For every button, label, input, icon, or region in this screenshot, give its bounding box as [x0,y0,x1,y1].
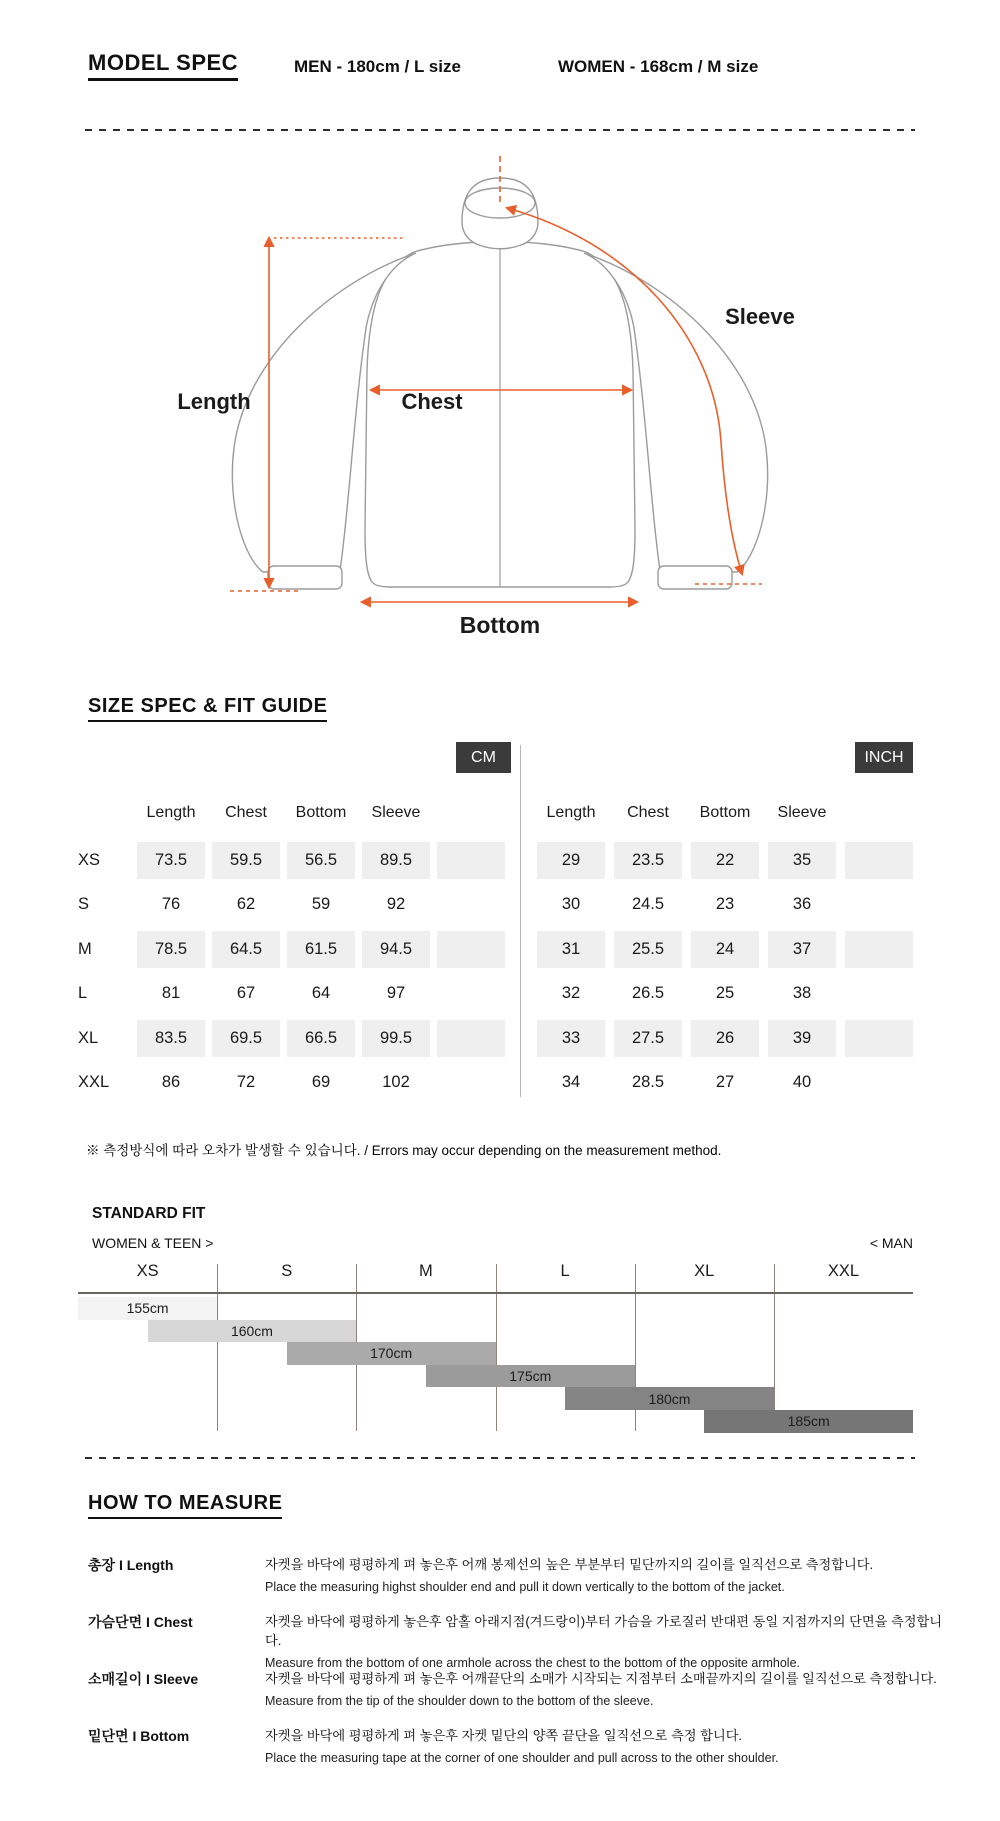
size-cell: 92 [386,895,406,914]
standard-fit-man-label: < MAN [869,1235,913,1251]
measure-row [88,1668,948,1725]
size-cell [437,886,505,923]
bottom-label: Bottom [459,612,541,638]
dashed-divider-top [85,129,915,131]
measure-texts [265,1668,948,1708]
size-cell: 38 [792,984,812,1003]
size-cell: 62 [236,895,256,914]
size-cell: 26 [691,1020,759,1057]
column-header: Chest [225,804,267,821]
fit-bar: 175cm [426,1365,635,1388]
size-cell: 24 [691,931,759,968]
size-cell: 23 [715,895,735,914]
chest-label: Chest [401,389,463,414]
fit-size-label: L [560,1262,570,1280]
dashed-divider-bottom [85,1457,915,1459]
size-cell [845,975,913,1012]
size-cell: 78.5 [137,931,205,968]
measure-texts [265,1554,948,1594]
size-cell [437,931,505,968]
fit-bar: 170cm [287,1342,496,1365]
measure-label: 총장 I Length [88,1557,174,1573]
size-spec-title: SIZE SPEC & FIT GUIDE [88,695,327,722]
size-label: XS [78,850,101,869]
size-cell: 61.5 [287,931,355,968]
size-label: M [78,939,92,958]
jacket-right-cuff [658,566,732,589]
size-cell: 37 [768,931,836,968]
size-label: XL [78,1028,99,1047]
cm-unit-badge: CM [456,742,511,773]
column-header [845,795,913,832]
size-cell: 67 [236,984,256,1003]
measure-row [88,1554,948,1611]
size-cell: 59.5 [212,842,280,879]
column-header: Bottom [699,804,751,821]
column-header: Sleeve [371,804,421,821]
size-cell [845,842,913,879]
size-cell: 27.5 [614,1020,682,1057]
size-cell: 89.5 [362,842,430,879]
fit-bar: 180cm [565,1387,774,1410]
size-cell: 22 [691,842,759,879]
size-cell [437,975,505,1012]
size-cell: 29 [537,842,605,879]
fit-size-label: S [281,1262,293,1280]
grid-tick [774,1264,775,1431]
size-cell: 32 [561,984,581,1003]
jacket-left-cuff [268,566,342,589]
measurement-note: ※ 측정방식에 따라 오차가 발생할 수 있습니다. / Errors may occur depending on the measurement method. [86,1143,722,1158]
inch-size-table [537,788,913,1105]
measure-desc-kr: 자켓을 바닥에 평평하게 펴 놓은후 어깨끝단의 소매가 시작되는 지점부터 소매끝까지의 길이를 일직선으로 측정합니다. [265,1671,937,1686]
size-cell: 72 [236,1073,256,1092]
how-to-measure-title: HOW TO MEASURE [88,1492,282,1519]
size-cell: 31 [537,931,605,968]
size-cell: 69.5 [212,1020,280,1057]
standard-fit-women-label: WOMEN & TEEN > [92,1235,214,1251]
size-cell: 28.5 [631,1073,665,1092]
measure-row [88,1725,948,1782]
measure-desc-en: Place the measuring highst shoulder end and pull it down vertically to the bottom of the jacket. [265,1580,785,1594]
size-cell: 102 [382,1073,410,1092]
size-label: L [78,984,88,1003]
size-cell [845,886,913,923]
fit-bar: 160cm [148,1320,357,1343]
size-cell: 25.5 [614,931,682,968]
size-label: XXL [78,1073,110,1092]
size-cell: 94.5 [362,931,430,968]
size-cell: 64.5 [212,931,280,968]
size-cell: 23.5 [614,842,682,879]
size-cell [845,1064,913,1101]
fit-bar: 155cm [78,1297,217,1320]
measure-desc-kr: 자켓을 바닥에 평평하게 펴 놓은후 어깨 봉제선의 높은 부분부터 밑단까지의 길이를 일직선으로 측정합니다. [265,1557,874,1572]
fit-bar: 185cm [704,1410,913,1433]
column-header: Sleeve [777,804,827,821]
measure-label: 가슴단면 I Chest [88,1614,193,1630]
measure-desc-kr: 자켓을 바닥에 평평하게 펴 놓은후 자켓 밑단의 양쪽 끝단을 일직선으로 측정 합니다. [265,1728,743,1743]
measure-texts [265,1725,948,1765]
column-header: Chest [627,804,669,821]
size-cell: 40 [792,1073,812,1092]
size-cell: 26.5 [631,984,665,1003]
length-label: Length [177,389,251,414]
cm-size-table [78,788,505,1105]
fit-size-label: XXL [827,1262,860,1280]
size-cell: 56.5 [287,842,355,879]
size-cell: 27 [715,1073,735,1092]
size-cell: 86 [161,1073,181,1092]
size-cell [437,842,505,879]
inch-unit-badge: INCH [855,742,913,773]
measure-desc-en: Measure from the tip of the shoulder down to the bottom of the sleeve. [265,1694,654,1708]
size-cell [437,1064,505,1101]
size-cell: 73.5 [137,842,205,879]
axis-line [78,1292,913,1294]
size-cell: 59 [311,895,331,914]
model-spec-men: MEN - 180cm / L size [294,57,461,76]
measure-row [88,1611,948,1668]
measure-label: 소매길이 I Sleeve [88,1671,199,1687]
sleeve-label: Sleeve [725,304,795,329]
fit-size-label: XL [694,1262,715,1280]
measure-rows [88,1554,948,1782]
size-label: S [78,895,90,914]
size-cell: 99.5 [362,1020,430,1057]
size-cell: 25 [715,984,735,1003]
size-cell: 81 [161,984,181,1003]
fit-size-label: XS [136,1262,159,1280]
size-cell: 34 [561,1073,581,1092]
size-cell [845,1020,913,1057]
fit-size-label: M [419,1262,433,1280]
measure-desc-en: Measure from the bottom of one armhole across the chest to the bottom of the opposite armhole. [265,1656,801,1670]
grid-tick [496,1264,497,1431]
size-cell: 24.5 [631,895,665,914]
size-cell [437,1020,505,1057]
column-header [78,795,130,832]
column-header [437,795,505,832]
measure-desc-en: Place the measuring tape at the corner of one shoulder and pull across to the other shoulder. [265,1751,779,1765]
measure-label: 밑단면 I Bottom [88,1728,190,1744]
size-cell: 36 [792,895,812,914]
measure-desc-kr: 자켓을 바닥에 평평하게 놓은후 암홀 아래지점(겨드랑이)부터 가슴을 가로질러 반대편 동일 지점까지의 단면을 측정합니다. [265,1614,942,1648]
size-cell: 39 [768,1020,836,1057]
size-cell [845,931,913,968]
model-spec-title: MODEL SPEC [88,50,238,81]
fit-chart [78,1260,913,1435]
size-cell: 76 [161,895,181,914]
size-cell: 97 [386,984,406,1003]
size-cell: 30 [561,895,581,914]
size-cell: 33 [537,1020,605,1057]
model-spec-women: WOMEN - 168cm / M size [558,57,759,76]
standard-fit-title: STANDARD FIT [92,1205,206,1222]
size-cell: 69 [311,1073,331,1092]
size-cell: 66.5 [287,1020,355,1057]
column-header: Length [546,804,596,821]
size-cell: 64 [311,984,331,1003]
size-cell: 35 [768,842,836,879]
column-header: Length [146,804,196,821]
column-header: Bottom [295,804,347,821]
measure-texts [265,1611,948,1670]
grid-tick [217,1264,218,1431]
table-divider [520,745,521,1097]
size-cell: 83.5 [137,1020,205,1057]
